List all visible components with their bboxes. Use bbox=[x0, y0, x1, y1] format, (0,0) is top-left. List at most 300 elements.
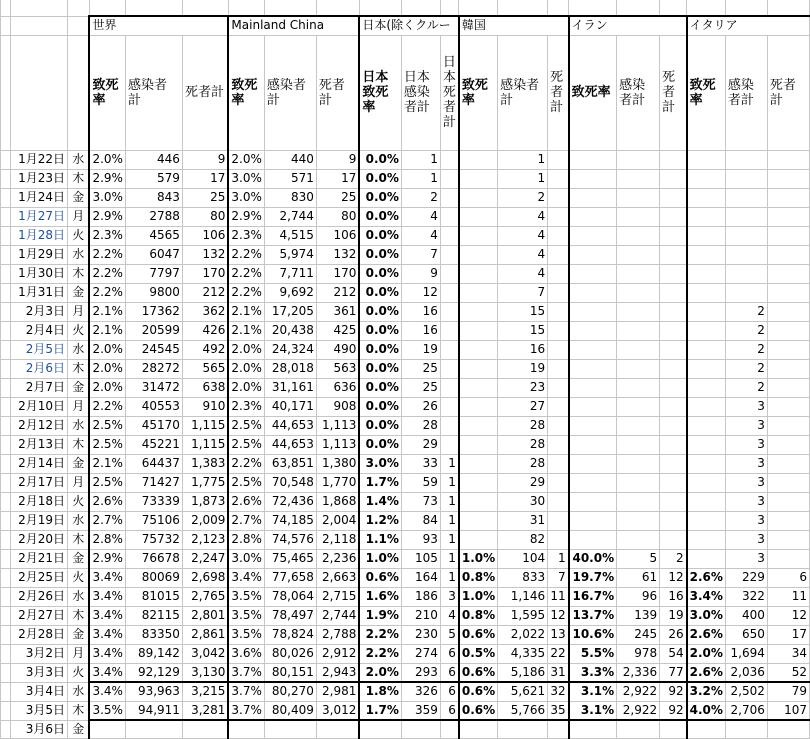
italy-deaths-cell[interactable] bbox=[767, 511, 809, 530]
china-rate-cell[interactable]: 2.2% bbox=[228, 245, 264, 264]
iran-rate-cell[interactable]: 3.1% bbox=[569, 682, 617, 701]
korea-deaths-cell[interactable]: 22 bbox=[548, 644, 569, 663]
japan-deaths-cell[interactable]: 1 bbox=[440, 473, 459, 492]
italy-deaths-cell[interactable] bbox=[767, 302, 809, 321]
iran-rate-cell[interactable] bbox=[569, 416, 617, 435]
italy-deaths-cell[interactable]: 12 bbox=[767, 606, 809, 625]
korea-rate-cell[interactable] bbox=[459, 321, 498, 340]
weekday-cell[interactable]: 月 bbox=[67, 302, 89, 321]
japan-rate-cell[interactable]: 0.0% bbox=[359, 226, 401, 245]
weekday-cell[interactable]: 火 bbox=[67, 492, 89, 511]
italy-rate-cell[interactable] bbox=[687, 492, 726, 511]
japan-rate-cell[interactable]: 0.0% bbox=[359, 302, 401, 321]
japan-cases-cell[interactable]: 210 bbox=[401, 606, 440, 625]
korea-deaths-cell[interactable] bbox=[548, 416, 569, 435]
iran-cases-cell[interactable]: 2,336 bbox=[617, 663, 660, 682]
china-cases-cell[interactable]: 77,658 bbox=[264, 568, 316, 587]
world-deaths-cell[interactable]: 1,115 bbox=[182, 416, 228, 435]
china-cases-cell[interactable]: 440 bbox=[264, 150, 316, 169]
japan-rate-cell[interactable]: 1.0% bbox=[359, 549, 401, 568]
date-cell[interactable]: 1月24日 bbox=[10, 188, 67, 207]
world-deaths-cell[interactable]: 1,115 bbox=[182, 435, 228, 454]
weekday-cell[interactable]: 水 bbox=[67, 150, 89, 169]
china-cases-cell[interactable]: 74,576 bbox=[264, 530, 316, 549]
weekday-cell[interactable]: 水 bbox=[67, 587, 89, 606]
world-deaths-cell[interactable]: 2,801 bbox=[182, 606, 228, 625]
world-rate-cell[interactable]: 3.5% bbox=[89, 701, 125, 720]
korea-cases-cell[interactable]: 2 bbox=[498, 188, 548, 207]
italy-cases-cell[interactable]: 3 bbox=[725, 530, 767, 549]
empty-cell[interactable] bbox=[125, 720, 182, 738]
header-japan-cases[interactable]: 日本感染者計 bbox=[401, 35, 440, 150]
japan-rate-cell[interactable]: 0.0% bbox=[359, 359, 401, 378]
italy-rate-cell[interactable] bbox=[687, 321, 726, 340]
world-deaths-cell[interactable]: 2,009 bbox=[182, 511, 228, 530]
italy-deaths-cell[interactable] bbox=[767, 359, 809, 378]
korea-cases-cell[interactable]: 16 bbox=[498, 340, 548, 359]
world-cases-cell[interactable]: 843 bbox=[125, 188, 182, 207]
china-cases-cell[interactable]: 80,151 bbox=[264, 663, 316, 682]
italy-cases-cell[interactable]: 2,706 bbox=[725, 701, 767, 720]
china-deaths-cell[interactable]: 361 bbox=[316, 302, 359, 321]
japan-cases-cell[interactable]: 186 bbox=[401, 587, 440, 606]
japan-deaths-cell[interactable] bbox=[440, 150, 459, 169]
japan-cases-cell[interactable]: 19 bbox=[401, 340, 440, 359]
korea-rate-cell[interactable] bbox=[459, 416, 498, 435]
date-cell[interactable]: 3月6日 bbox=[10, 720, 67, 738]
empty-cell[interactable] bbox=[687, 720, 726, 738]
italy-deaths-cell[interactable] bbox=[767, 454, 809, 473]
iran-rate-cell[interactable] bbox=[569, 207, 617, 226]
header-china-deaths[interactable]: 死者計 bbox=[316, 35, 359, 150]
iran-cases-cell[interactable] bbox=[617, 397, 660, 416]
iran-cases-cell[interactable] bbox=[617, 302, 660, 321]
empty-cell[interactable] bbox=[89, 720, 125, 738]
world-rate-cell[interactable]: 2.0% bbox=[89, 359, 125, 378]
italy-deaths-cell[interactable] bbox=[767, 321, 809, 340]
world-deaths-cell[interactable]: 3,042 bbox=[182, 644, 228, 663]
japan-rate-cell[interactable]: 3.0% bbox=[359, 454, 401, 473]
japan-cases-cell[interactable]: 105 bbox=[401, 549, 440, 568]
china-deaths-cell[interactable]: 2,715 bbox=[316, 587, 359, 606]
china-deaths-cell[interactable]: 106 bbox=[316, 226, 359, 245]
world-cases-cell[interactable]: 82115 bbox=[125, 606, 182, 625]
iran-rate-cell[interactable]: 3.1% bbox=[569, 701, 617, 720]
china-deaths-cell[interactable]: 563 bbox=[316, 359, 359, 378]
italy-cases-cell[interactable]: 2 bbox=[725, 302, 767, 321]
japan-rate-cell[interactable]: 1.7% bbox=[359, 473, 401, 492]
china-cases-cell[interactable]: 4,515 bbox=[264, 226, 316, 245]
iran-rate-cell[interactable] bbox=[569, 264, 617, 283]
japan-cases-cell[interactable]: 274 bbox=[401, 644, 440, 663]
italy-deaths-cell[interactable] bbox=[767, 245, 809, 264]
japan-rate-cell[interactable]: 0.0% bbox=[359, 416, 401, 435]
korea-deaths-cell[interactable] bbox=[548, 530, 569, 549]
italy-cases-cell[interactable]: 400 bbox=[725, 606, 767, 625]
iran-rate-cell[interactable] bbox=[569, 473, 617, 492]
china-deaths-cell[interactable]: 9 bbox=[316, 150, 359, 169]
row-spacer-cell[interactable] bbox=[1, 625, 11, 644]
china-rate-cell[interactable]: 2.2% bbox=[228, 264, 264, 283]
world-rate-cell[interactable]: 2.2% bbox=[89, 397, 125, 416]
weekday-cell[interactable]: 木 bbox=[67, 359, 89, 378]
weekday-cell[interactable]: 火 bbox=[67, 321, 89, 340]
world-cases-cell[interactable]: 2788 bbox=[125, 207, 182, 226]
date-cell[interactable]: 2月18日 bbox=[10, 492, 67, 511]
china-rate-cell[interactable]: 3.4% bbox=[228, 568, 264, 587]
italy-cases-cell[interactable]: 3 bbox=[725, 397, 767, 416]
korea-cases-cell[interactable]: 28 bbox=[498, 416, 548, 435]
italy-rate-cell[interactable]: 2.6% bbox=[687, 663, 726, 682]
italy-rate-cell[interactable]: 3.0% bbox=[687, 606, 726, 625]
china-deaths-cell[interactable]: 17 bbox=[316, 169, 359, 188]
iran-rate-cell[interactable] bbox=[569, 435, 617, 454]
world-cases-cell[interactable]: 9800 bbox=[125, 283, 182, 302]
japan-deaths-cell[interactable] bbox=[440, 359, 459, 378]
italy-cases-cell[interactable]: 2 bbox=[725, 340, 767, 359]
china-rate-cell[interactable]: 2.0% bbox=[228, 150, 264, 169]
iran-deaths-cell[interactable]: 92 bbox=[660, 701, 687, 720]
iran-rate-cell[interactable] bbox=[569, 302, 617, 321]
header-korea-rate[interactable]: 致死率 bbox=[459, 35, 498, 150]
iran-deaths-cell[interactable] bbox=[660, 302, 687, 321]
italy-rate-cell[interactable]: 2.6% bbox=[687, 625, 726, 644]
japan-deaths-cell[interactable]: 6 bbox=[440, 644, 459, 663]
empty-cell[interactable] bbox=[660, 720, 687, 738]
iran-deaths-cell[interactable] bbox=[660, 150, 687, 169]
china-cases-cell[interactable]: 9,692 bbox=[264, 283, 316, 302]
group-japan[interactable]: 日本(除くクルー bbox=[359, 16, 459, 35]
row-spacer-cell[interactable] bbox=[1, 530, 11, 549]
japan-rate-cell[interactable]: 2.2% bbox=[359, 644, 401, 663]
header-japan-rate[interactable]: 日本致死率 bbox=[359, 35, 401, 150]
iran-deaths-cell[interactable]: 54 bbox=[660, 644, 687, 663]
world-cases-cell[interactable]: 4565 bbox=[125, 226, 182, 245]
world-cases-cell[interactable]: 94,911 bbox=[125, 701, 182, 720]
japan-cases-cell[interactable]: 164 bbox=[401, 568, 440, 587]
korea-rate-cell[interactable] bbox=[459, 283, 498, 302]
china-cases-cell[interactable]: 70,548 bbox=[264, 473, 316, 492]
group-iran[interactable]: イラン bbox=[569, 16, 687, 35]
iran-deaths-cell[interactable] bbox=[660, 511, 687, 530]
korea-cases-cell[interactable]: 5,766 bbox=[498, 701, 548, 720]
row-spacer-cell[interactable] bbox=[1, 416, 11, 435]
world-cases-cell[interactable]: 20599 bbox=[125, 321, 182, 340]
korea-deaths-cell[interactable] bbox=[548, 378, 569, 397]
row-spacer-cell[interactable] bbox=[1, 682, 11, 701]
japan-cases-cell[interactable]: 2 bbox=[401, 188, 440, 207]
italy-rate-cell[interactable] bbox=[687, 340, 726, 359]
date-cell[interactable]: 1月31日 bbox=[10, 283, 67, 302]
korea-deaths-cell[interactable] bbox=[548, 283, 569, 302]
japan-rate-cell[interactable]: 1.8% bbox=[359, 682, 401, 701]
empty-cell[interactable] bbox=[548, 720, 569, 738]
world-deaths-cell[interactable]: 212 bbox=[182, 283, 228, 302]
world-deaths-cell[interactable]: 2,698 bbox=[182, 568, 228, 587]
china-deaths-cell[interactable]: 25 bbox=[316, 188, 359, 207]
italy-rate-cell[interactable] bbox=[687, 283, 726, 302]
empty-cell[interactable] bbox=[617, 720, 660, 738]
china-cases-cell[interactable]: 78,064 bbox=[264, 587, 316, 606]
world-rate-cell[interactable]: 3.4% bbox=[89, 606, 125, 625]
row-spacer-cell[interactable] bbox=[1, 701, 11, 720]
iran-deaths-cell[interactable] bbox=[660, 454, 687, 473]
korea-cases-cell[interactable]: 23 bbox=[498, 378, 548, 397]
date-cell[interactable]: 2月3日 bbox=[10, 302, 67, 321]
japan-cases-cell[interactable]: 25 bbox=[401, 359, 440, 378]
china-deaths-cell[interactable]: 636 bbox=[316, 378, 359, 397]
iran-cases-cell[interactable]: 245 bbox=[617, 625, 660, 644]
china-deaths-cell[interactable]: 2,943 bbox=[316, 663, 359, 682]
world-cases-cell[interactable]: 80069 bbox=[125, 568, 182, 587]
china-rate-cell[interactable]: 3.0% bbox=[228, 169, 264, 188]
korea-rate-cell[interactable] bbox=[459, 473, 498, 492]
date-cell[interactable]: 2月12日 bbox=[10, 416, 67, 435]
korea-cases-cell[interactable]: 5,186 bbox=[498, 663, 548, 682]
italy-cases-cell[interactable]: 3 bbox=[725, 416, 767, 435]
header-italy-cases[interactable]: 感染者計 bbox=[725, 35, 767, 150]
china-deaths-cell[interactable]: 1,113 bbox=[316, 435, 359, 454]
japan-rate-cell[interactable]: 0.0% bbox=[359, 340, 401, 359]
world-deaths-cell[interactable]: 17 bbox=[182, 169, 228, 188]
korea-cases-cell[interactable]: 30 bbox=[498, 492, 548, 511]
china-rate-cell[interactable]: 3.7% bbox=[228, 682, 264, 701]
china-rate-cell[interactable]: 2.0% bbox=[228, 378, 264, 397]
korea-cases-cell[interactable]: 7 bbox=[498, 283, 548, 302]
world-cases-cell[interactable]: 71427 bbox=[125, 473, 182, 492]
italy-rate-cell[interactable] bbox=[687, 150, 726, 169]
world-rate-cell[interactable]: 3.4% bbox=[89, 663, 125, 682]
italy-rate-cell[interactable] bbox=[687, 397, 726, 416]
italy-rate-cell[interactable] bbox=[687, 245, 726, 264]
italy-deaths-cell[interactable]: 107 bbox=[767, 701, 809, 720]
italy-deaths-cell[interactable] bbox=[767, 340, 809, 359]
japan-deaths-cell[interactable]: 4 bbox=[440, 606, 459, 625]
japan-rate-cell[interactable]: 2.0% bbox=[359, 663, 401, 682]
iran-rate-cell[interactable]: 5.5% bbox=[569, 644, 617, 663]
korea-deaths-cell[interactable] bbox=[548, 435, 569, 454]
korea-deaths-cell[interactable] bbox=[548, 188, 569, 207]
world-rate-cell[interactable]: 2.0% bbox=[89, 378, 125, 397]
header-korea-cases[interactable]: 感染者計 bbox=[498, 35, 548, 150]
japan-cases-cell[interactable]: 1 bbox=[401, 169, 440, 188]
italy-cases-cell[interactable]: 322 bbox=[725, 587, 767, 606]
world-rate-cell[interactable]: 2.2% bbox=[89, 245, 125, 264]
iran-deaths-cell[interactable] bbox=[660, 359, 687, 378]
japan-deaths-cell[interactable]: 1 bbox=[440, 568, 459, 587]
world-rate-cell[interactable]: 2.0% bbox=[89, 340, 125, 359]
world-rate-cell[interactable]: 3.4% bbox=[89, 682, 125, 701]
italy-rate-cell[interactable] bbox=[687, 454, 726, 473]
japan-cases-cell[interactable]: 26 bbox=[401, 397, 440, 416]
iran-cases-cell[interactable]: 5 bbox=[617, 549, 660, 568]
world-rate-cell[interactable]: 2.8% bbox=[89, 530, 125, 549]
date-cell[interactable]: 1月22日 bbox=[10, 150, 67, 169]
japan-rate-cell[interactable]: 1.7% bbox=[359, 701, 401, 720]
iran-rate-cell[interactable] bbox=[569, 226, 617, 245]
iran-rate-cell[interactable] bbox=[569, 378, 617, 397]
iran-rate-cell[interactable]: 13.7% bbox=[569, 606, 617, 625]
row-spacer-cell[interactable] bbox=[1, 150, 11, 169]
iran-deaths-cell[interactable] bbox=[660, 435, 687, 454]
world-rate-cell[interactable]: 3.0% bbox=[89, 188, 125, 207]
china-deaths-cell[interactable]: 2,912 bbox=[316, 644, 359, 663]
korea-deaths-cell[interactable] bbox=[548, 302, 569, 321]
world-deaths-cell[interactable]: 2,765 bbox=[182, 587, 228, 606]
empty-cell[interactable] bbox=[316, 720, 359, 738]
korea-rate-cell[interactable]: 1.0% bbox=[459, 549, 498, 568]
china-deaths-cell[interactable]: 2,744 bbox=[316, 606, 359, 625]
japan-deaths-cell[interactable] bbox=[440, 245, 459, 264]
date-cell[interactable]: 2月7日 bbox=[10, 378, 67, 397]
korea-cases-cell[interactable]: 29 bbox=[498, 473, 548, 492]
korea-rate-cell[interactable]: 0.6% bbox=[459, 625, 498, 644]
china-cases-cell[interactable]: 20,438 bbox=[264, 321, 316, 340]
japan-deaths-cell[interactable] bbox=[440, 169, 459, 188]
korea-rate-cell[interactable] bbox=[459, 302, 498, 321]
italy-cases-cell[interactable]: 3 bbox=[725, 549, 767, 568]
world-cases-cell[interactable]: 7797 bbox=[125, 264, 182, 283]
china-deaths-cell[interactable]: 2,236 bbox=[316, 549, 359, 568]
world-deaths-cell[interactable]: 2,861 bbox=[182, 625, 228, 644]
italy-deaths-cell[interactable] bbox=[767, 530, 809, 549]
italy-rate-cell[interactable] bbox=[687, 378, 726, 397]
row-spacer-cell[interactable] bbox=[1, 663, 11, 682]
world-cases-cell[interactable]: 83350 bbox=[125, 625, 182, 644]
weekday-cell[interactable]: 金 bbox=[67, 625, 89, 644]
china-cases-cell[interactable]: 80,270 bbox=[264, 682, 316, 701]
world-rate-cell[interactable]: 2.5% bbox=[89, 435, 125, 454]
italy-rate-cell[interactable] bbox=[687, 435, 726, 454]
weekday-cell[interactable]: 月 bbox=[67, 473, 89, 492]
japan-deaths-cell[interactable] bbox=[440, 321, 459, 340]
japan-deaths-cell[interactable] bbox=[440, 226, 459, 245]
iran-cases-cell[interactable] bbox=[617, 416, 660, 435]
world-deaths-cell[interactable]: 106 bbox=[182, 226, 228, 245]
korea-cases-cell[interactable]: 27 bbox=[498, 397, 548, 416]
japan-cases-cell[interactable]: 359 bbox=[401, 701, 440, 720]
korea-cases-cell[interactable]: 28 bbox=[498, 435, 548, 454]
japan-rate-cell[interactable]: 0.0% bbox=[359, 207, 401, 226]
italy-rate-cell[interactable] bbox=[687, 416, 726, 435]
weekday-cell[interactable]: 月 bbox=[67, 207, 89, 226]
iran-cases-cell[interactable] bbox=[617, 321, 660, 340]
korea-cases-cell[interactable]: 104 bbox=[498, 549, 548, 568]
china-deaths-cell[interactable]: 2,004 bbox=[316, 511, 359, 530]
iran-cases-cell[interactable] bbox=[617, 340, 660, 359]
world-deaths-cell[interactable]: 638 bbox=[182, 378, 228, 397]
weekday-cell[interactable]: 火 bbox=[67, 663, 89, 682]
china-cases-cell[interactable]: 80,409 bbox=[264, 701, 316, 720]
world-rate-cell[interactable]: 2.3% bbox=[89, 226, 125, 245]
korea-cases-cell[interactable]: 82 bbox=[498, 530, 548, 549]
china-cases-cell[interactable]: 44,653 bbox=[264, 435, 316, 454]
weekday-cell[interactable]: 金 bbox=[67, 720, 89, 738]
china-cases-cell[interactable]: 5,974 bbox=[264, 245, 316, 264]
row-spacer-cell[interactable] bbox=[1, 454, 11, 473]
japan-cases-cell[interactable]: 25 bbox=[401, 378, 440, 397]
italy-rate-cell[interactable]: 2.0% bbox=[687, 644, 726, 663]
date-cell[interactable]: 1月23日 bbox=[10, 169, 67, 188]
china-rate-cell[interactable]: 2.3% bbox=[228, 226, 264, 245]
header-world-rate[interactable]: 致死率 bbox=[89, 35, 125, 150]
italy-cases-cell[interactable]: 3 bbox=[725, 435, 767, 454]
china-rate-cell[interactable]: 2.1% bbox=[228, 321, 264, 340]
world-cases-cell[interactable]: 24545 bbox=[125, 340, 182, 359]
italy-deaths-cell[interactable]: 52 bbox=[767, 663, 809, 682]
weekday-cell[interactable]: 木 bbox=[67, 530, 89, 549]
italy-deaths-cell[interactable] bbox=[767, 378, 809, 397]
iran-cases-cell[interactable]: 61 bbox=[617, 568, 660, 587]
italy-rate-cell[interactable]: 3.4% bbox=[687, 587, 726, 606]
world-rate-cell[interactable]: 2.2% bbox=[89, 264, 125, 283]
italy-deaths-cell[interactable] bbox=[767, 397, 809, 416]
china-cases-cell[interactable]: 72,436 bbox=[264, 492, 316, 511]
japan-cases-cell[interactable]: 29 bbox=[401, 435, 440, 454]
china-deaths-cell[interactable]: 3,012 bbox=[316, 701, 359, 720]
italy-deaths-cell[interactable]: 79 bbox=[767, 682, 809, 701]
row-spacer-cell[interactable] bbox=[1, 435, 11, 454]
japan-cases-cell[interactable]: 1 bbox=[401, 150, 440, 169]
iran-rate-cell[interactable] bbox=[569, 530, 617, 549]
world-cases-cell[interactable]: 28272 bbox=[125, 359, 182, 378]
empty-cell[interactable] bbox=[725, 720, 767, 738]
china-rate-cell[interactable]: 3.7% bbox=[228, 701, 264, 720]
row-spacer-cell[interactable] bbox=[1, 511, 11, 530]
china-cases-cell[interactable]: 28,018 bbox=[264, 359, 316, 378]
iran-cases-cell[interactable]: 139 bbox=[617, 606, 660, 625]
italy-deaths-cell[interactable] bbox=[767, 188, 809, 207]
japan-deaths-cell[interactable] bbox=[440, 264, 459, 283]
china-cases-cell[interactable]: 40,171 bbox=[264, 397, 316, 416]
date-cell[interactable]: 2月6日 bbox=[10, 359, 67, 378]
japan-cases-cell[interactable]: 12 bbox=[401, 283, 440, 302]
korea-rate-cell[interactable]: 0.8% bbox=[459, 606, 498, 625]
weekday-cell[interactable]: 金 bbox=[67, 283, 89, 302]
italy-cases-cell[interactable] bbox=[725, 188, 767, 207]
row-spacer-cell[interactable] bbox=[1, 720, 11, 738]
world-deaths-cell[interactable]: 1,873 bbox=[182, 492, 228, 511]
header-iran-rate[interactable]: 致死率 bbox=[569, 35, 617, 150]
china-deaths-cell[interactable]: 908 bbox=[316, 397, 359, 416]
row-spacer-cell[interactable] bbox=[1, 188, 11, 207]
korea-deaths-cell[interactable] bbox=[548, 264, 569, 283]
china-cases-cell[interactable]: 7,711 bbox=[264, 264, 316, 283]
japan-deaths-cell[interactable]: 5 bbox=[440, 625, 459, 644]
korea-rate-cell[interactable] bbox=[459, 397, 498, 416]
korea-cases-cell[interactable]: 5,621 bbox=[498, 682, 548, 701]
world-cases-cell[interactable]: 93,963 bbox=[125, 682, 182, 701]
korea-deaths-cell[interactable] bbox=[548, 359, 569, 378]
row-spacer-cell[interactable] bbox=[1, 568, 11, 587]
iran-rate-cell[interactable] bbox=[569, 188, 617, 207]
row-spacer-cell[interactable] bbox=[1, 264, 11, 283]
japan-rate-cell[interactable]: 0.0% bbox=[359, 397, 401, 416]
date-cell[interactable]: 2月4日 bbox=[10, 321, 67, 340]
china-rate-cell[interactable]: 2.9% bbox=[228, 207, 264, 226]
japan-cases-cell[interactable]: 28 bbox=[401, 416, 440, 435]
italy-rate-cell[interactable] bbox=[687, 188, 726, 207]
weekday-cell[interactable]: 木 bbox=[67, 435, 89, 454]
world-cases-cell[interactable]: 75106 bbox=[125, 511, 182, 530]
china-cases-cell[interactable]: 17,205 bbox=[264, 302, 316, 321]
date-cell[interactable]: 3月4日 bbox=[10, 682, 67, 701]
iran-cases-cell[interactable] bbox=[617, 207, 660, 226]
korea-cases-cell[interactable]: 28 bbox=[498, 454, 548, 473]
italy-rate-cell[interactable] bbox=[687, 169, 726, 188]
japan-deaths-cell[interactable] bbox=[440, 283, 459, 302]
world-cases-cell[interactable]: 45221 bbox=[125, 435, 182, 454]
